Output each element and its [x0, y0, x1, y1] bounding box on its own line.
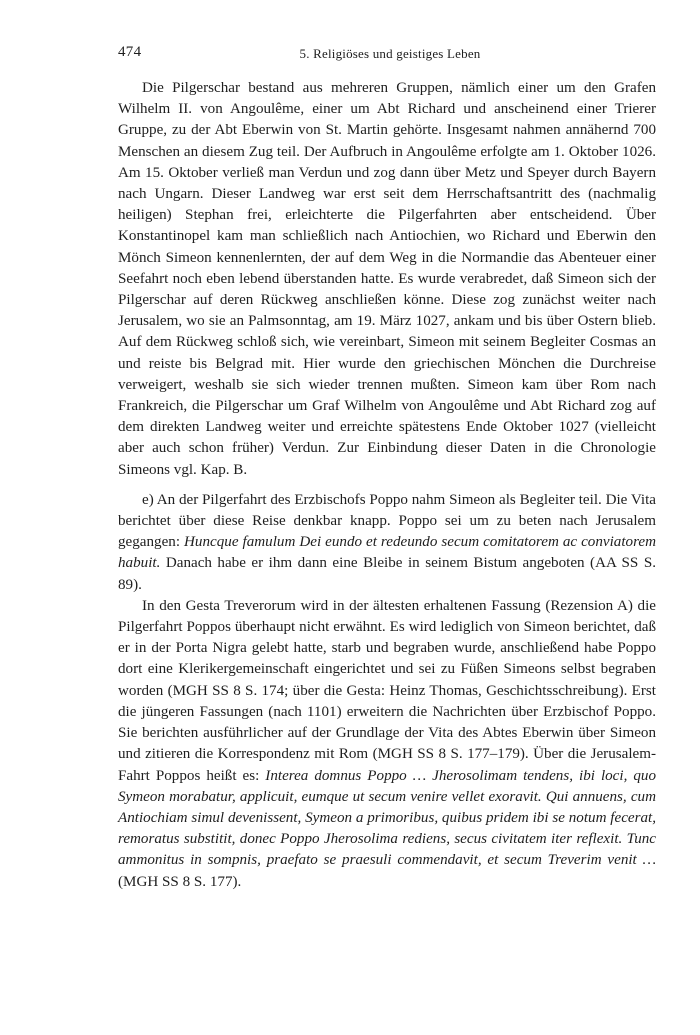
running-head: 5. Religiöses und geistiges Leben: [299, 46, 481, 61]
paragraph-text: Danach habe er ihm dann eine Bleibe in seinem Bistum angeboten (AA SS S. 89).: [118, 555, 656, 593]
page-number: 474: [118, 44, 142, 60]
paragraph-text: Die Pilgerschar bestand aus mehreren Gruppen, nämlich einer um den Grafen Wilhelm II. von Angoulême, einer um Abt Richard und anscheinend einer Trierer Gruppe, zu der Abt Eberwin von St. Martin gehörte. Insgesamt nahmen annähernd 700 Menschen an diesem Zug teil. Der Aufbruch in Angoulême erfolgte am 1. Oktober 1026. Am 15. Oktober verließ man Verdun und zog dann über Metz und Speyer durch Bayern nach Ungarn. Dieser Landweg war erst seit dem Herrschaftsantritt des (nachmalig heiligen) Stephan frei, erleichterte die Pilgerfahrten aber entscheidend. Über Konstantinopel kam man schließlich nach Antiochien, wo Richard und Eberwin den Mönch Simeon kennenlernten, der auf dem Weg in die Normandie das Abenteuer einer Seefahrt noch eben lebend überstanden hatte. Es wurde verabredet, daß Simeon sich der Pilgerschar auf deren Rückweg anschließen könne. Diese zog zunächst weiter nach Jerusalem, wo sie an Palmsonntag, am 19. März 1027, ankam und bis über Ostern blieb. Auf dem Rückweg schloß sich, wie vereinbart, Simeon mit seinem Begleiter Cosmas an und reiste bis Belgrad mit. Hier wurde den griechischen Mönchen die Durchreise verweigert, weshalb sie sich wieder trennen mußten. Simeon kam über Rom nach Frankreich, die Pilgerschar um Graf Wilhelm von Angoulême und Abt Richard zog auf dem direkten Landweg weiter und erreichte spätestens Ende Oktober 1027 (vielleicht aber auch schon früher) Verdun. Zur Einbindung dieser Daten in die Chronologie Simeons vgl. Kap. B.: [118, 80, 656, 478]
paragraph-poppo-pilgrimage: [118, 490, 656, 596]
paragraph-pilgrimage-groups: [118, 78, 656, 481]
latin-quotation: Interea domnus Poppo … Jherosolimam tendens, ibi loci, quo Symeon morabatur, applicuit, eumque ut secum venire vellet exoravit. Qui annuens, cum Antiochiam simul devenissent, Symeon a primoribus, quibus pridem ibi se notum fecerat, remoratus substitit, donec Poppo Jherosolima rediens, secus civitatem iter reflexit. Tunc ammonitus in sompnis, praefato se praesuli commendavit, et secum Treverim venit …: [118, 767, 656, 869]
paragraph-text: (MGH SS 8 S. 177).: [118, 873, 242, 890]
body-text: [118, 78, 656, 893]
paragraph-text: In den Gesta Treverorum wird in der ältesten erhaltenen Fassung (Rezension A) die Pilgerfahrt Poppos überhaupt nicht erwähnt. Es wird lediglich von Simeon berichtet, daß er in der Porta Nigra gelebt hatte, starb und begraben wurde, anschließend habe Poppo dort eine Klerikergemeinschaft eingerichtet und sei zu Füßen Simeons selbst begraben worden (MGH SS 8 S. 174; über die Gesta: Heinz Thomas, Geschichtsschreibung). Erst die jüngeren Fassungen (nach 1101) erweitern die Nachrichten über Erzbischof Poppo. Sie berichten ausführlicher auf der Grundlage der Vita des Abtes Eberwin über Simeon und zitieren die Korrespondenz mit Rom (MGH SS 8 S. 177–179). Über die Jerusalem-Fahrt Poppos heißt es:: [118, 597, 656, 784]
paragraph-text: e) An der Pilgerfahrt des Erzbischofs Poppo nahm Simeon als Begleiter teil. Die Vita berichtet über diese Reise denkbar knapp. Poppo sei um zu beten nach Jerusalem gegangen:: [118, 491, 656, 551]
paragraph-gesta-treverorum: [118, 596, 656, 893]
latin-quotation: Huncque famulum Dei eundo et redeundo secum comitatorem ac conviatorem habuit.: [118, 534, 656, 572]
